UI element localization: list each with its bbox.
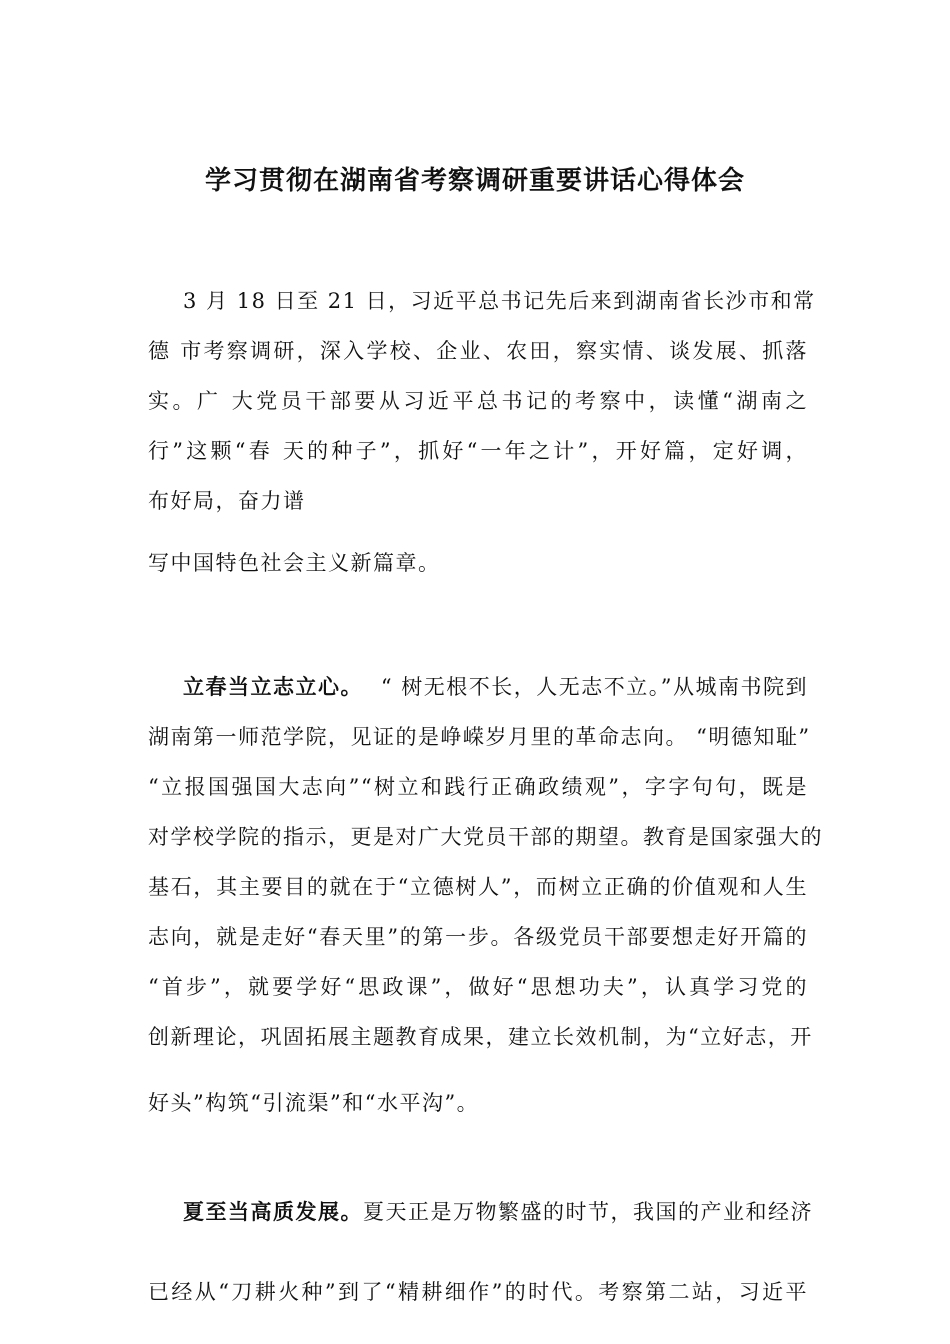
section2-line-2: 已经从“刀耕火种”到了“精耕细作”的时代。考察第二站，习近平 xyxy=(148,1280,808,1304)
section1-line-2: 湖南第一师范学院，见证的是峥嵘岁月里的革命志向。 “明德知耻” xyxy=(148,725,811,749)
section2-first-line xyxy=(183,1197,813,1227)
section1-line-3: “立报国强国大志向”“树立和践行正确政绩观”，字字句句，既是 xyxy=(148,775,808,799)
intro-line-3: 实。广 大党员干部要从习近平总书记的考察中，读懂“湖南之 xyxy=(148,389,808,413)
section1-line-7: “首步”，就要学好“思政课”，做好“思想功夫”，认真学习党的 xyxy=(148,975,808,999)
section1-line-1: “ 树无根不长，人无志不立。”从城南书院到 xyxy=(380,675,808,699)
section1-line-4: 对学校学院的指示，更是对广大党员干部的期望。教育是国家强大的 xyxy=(148,825,823,849)
section2-lead: 夏至当高质发展。 xyxy=(183,1200,363,1224)
section1-line-9: 好头”构筑“引流渠”和“水平沟”。 xyxy=(148,1091,480,1115)
intro-line-4: 行”这颗“春 天的种子”，抓好“一年之计”，开好篇，定好调， xyxy=(148,439,808,463)
intro-line-1: 3 月 18 日至 21 日，习近平总书记先后来到湖南省长沙市和常 xyxy=(183,289,816,313)
intro-line-2: 德 市考察调研，深入学校、企业、农田，察实情、谈发展、抓落 xyxy=(148,339,808,363)
section1-line-6: 志向，就是走好“春天里”的第一步。各级党员干部要想走好开篇的 xyxy=(148,925,808,949)
section1-line-8: 创新理论，巩固拓展主题教育成果，建立长效机制，为“立好志，开 xyxy=(148,1025,813,1049)
section1-first-line xyxy=(183,672,808,702)
section1-lead: 立春当立志立心。 xyxy=(183,675,363,699)
intro-line-6: 写中国特色社会主义新篇章。 xyxy=(148,551,441,575)
section2-line-1: 夏天正是万物繁盛的时节，我国的产业和经济 xyxy=(363,1200,813,1224)
document-title: 学习贯彻在湖南省考察调研重要讲话心得体会 xyxy=(204,166,745,196)
section1-line-5: 基石，其主要目的就在于“立德树人”，而树立正确的价值观和人生 xyxy=(148,875,808,899)
intro-line-5: 布好局，奋力谱 xyxy=(148,489,306,513)
